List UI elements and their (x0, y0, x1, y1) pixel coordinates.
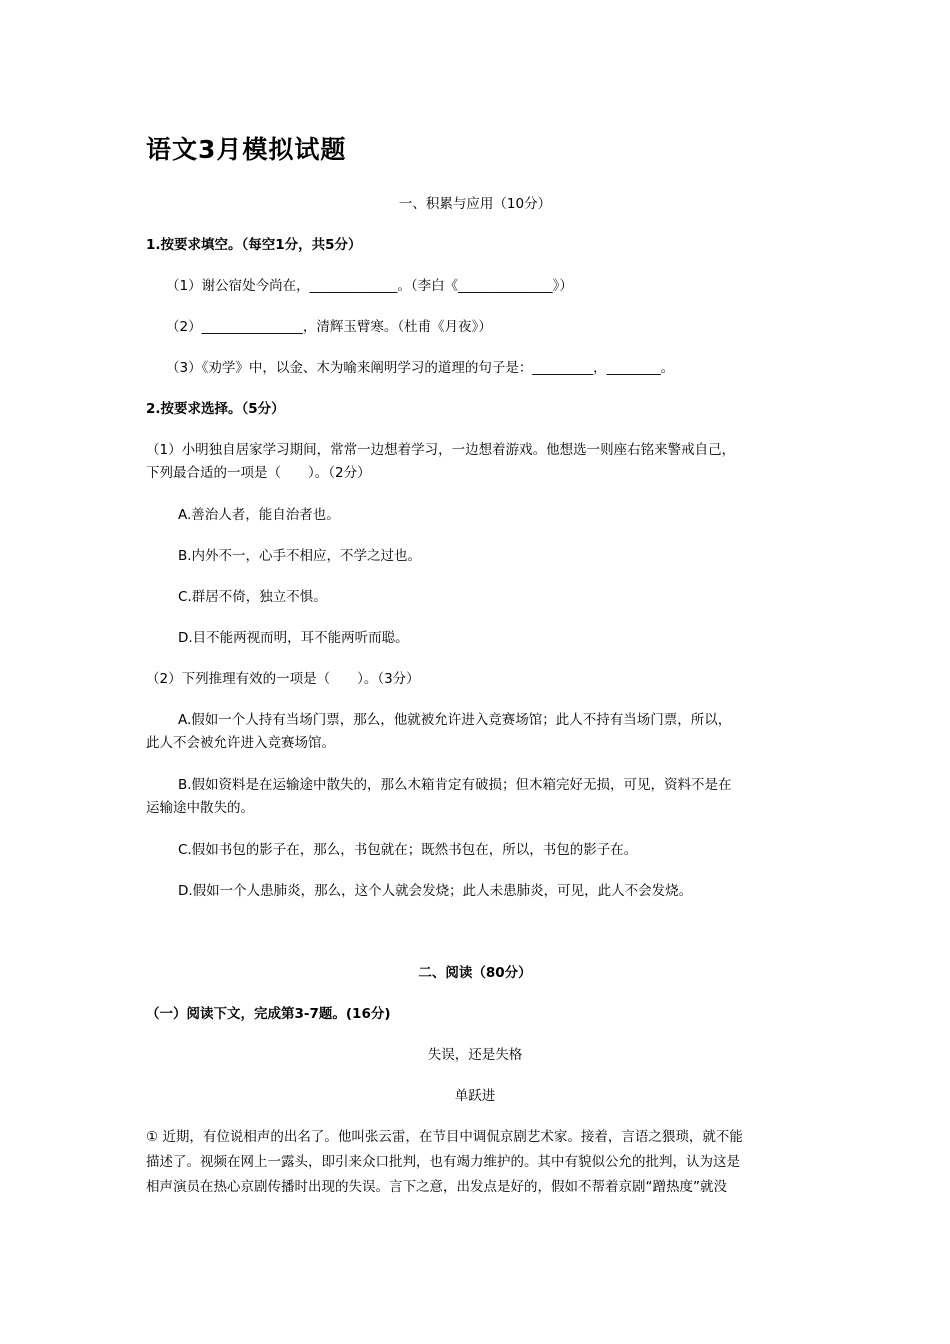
article-line-2: 描述了。视频在网上一露头，即引来众口批判，也有竭力维护的。其中有貌似公允的批判，认为这是 (146, 1154, 740, 1170)
q2-part2-option-c: C.假如书包的影子在，那么，书包就在；既然书包在，所以，书包的影子在。 (178, 842, 638, 858)
q2-part1-option-d: D.目不能两视而明，耳不能两听而聪。 (178, 630, 409, 646)
q2-part1-line1: （1）小明独自居家学习期间，常常一边想着学习，一边想着游戏。他想选一则座右铭来警戒自己， (146, 442, 736, 458)
q2-part2-option-d: D.假如一个人患肺炎，那么，这个人就会发烧；此人未患肺炎，可见，此人不会发烧。 (178, 883, 693, 899)
article-title: 失误，还是失格 (427, 1047, 523, 1063)
q1-heading: 1.按要求填空。（每空1分，共5分） (146, 237, 362, 253)
q2-part2-option-a-line2: 此人不会被允许进入竞赛场馆。 (146, 735, 335, 751)
q1-item-3: （3）《劝学》中，以金、木为喻来阐明学习的道理的句子是：_________，________。 (166, 360, 675, 376)
q2-part2-option-a-line1: A.假如一个人持有当场门票，那么，他就被允许进入竞赛场馆；此人不持有当场门票，所以， (178, 712, 732, 728)
q1-item-2: （2）_______________，清辉玉臂寒。（杜甫《月夜》） (166, 319, 492, 335)
section1-heading: 一、积累与应用（10分） (398, 196, 552, 212)
q2-part2-option-b-line1: B.假如资料是在运输途中散失的，那么木箱肯定有破损；但木箱完好无损，可见，资料不是在 (178, 777, 732, 793)
q2-heading: 2.按要求选择。（5分） (146, 401, 285, 417)
q2-part1-option-a: A.善治人者，能自治者也。 (178, 507, 340, 523)
q2-part2-option-b-line2: 运输途中散失的。 (146, 800, 254, 816)
q2-part1-line2: 下列最合适的一项是（ ）。（2分） (146, 465, 371, 481)
q2-part1-option-c: C.群居不倚，独立不惧。 (178, 589, 327, 605)
q1-item-1: （1）谢公宿处今尚在，_____________。（李白《______________》） (166, 278, 573, 294)
document-title: 语文3月模拟试题 (146, 135, 347, 164)
section2-heading: 二、阅读（80分） (418, 965, 532, 981)
q2-part2-question: （2）下列推理有效的一项是（ ）。（3分） (146, 671, 420, 687)
article-line-3: 相声演员在热心京剧传播时出现的失误。言下之意，出发点是好的，假如不帮着京剧“蹭热度”就没 (146, 1179, 727, 1195)
article-line-1: ① 近期，有位说相声的出名了。他叫张云雷，在节目中调侃京剧艺术家。接着，言语之猥琐，就不能 (146, 1129, 743, 1145)
article-author: 单跃进 (454, 1088, 496, 1104)
reading1-heading: （一）阅读下文，完成第3-7题。(16分) (146, 1006, 391, 1022)
q2-part1-option-b: B.内外不一，心手不相应，不学之过也。 (178, 548, 422, 564)
